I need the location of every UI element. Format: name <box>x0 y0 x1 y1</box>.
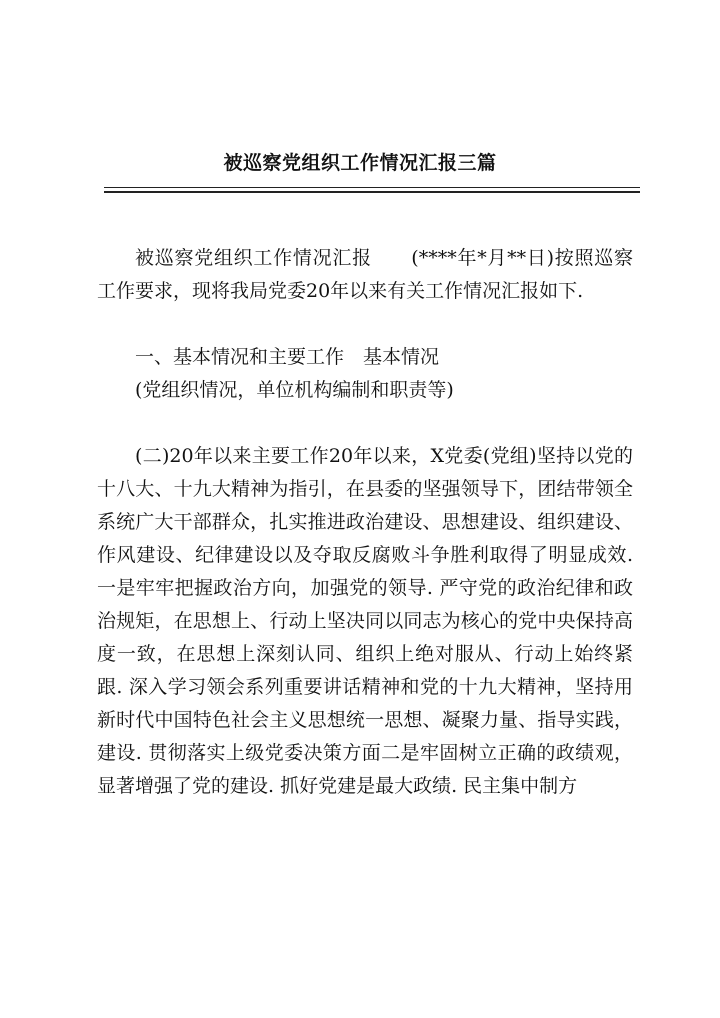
title-divider-thin <box>104 187 640 188</box>
section-heading: 一、基本情况和主要工作 基本情况 <box>135 346 440 368</box>
title-divider-thick <box>104 191 640 193</box>
document-body <box>97 242 633 803</box>
paragraph-gap <box>97 407 633 440</box>
document-title: 被巡察党组织工作情况汇报三篇 <box>223 152 497 174</box>
paragraph-gap <box>97 308 633 341</box>
paragraph-intro: 被巡察党组织工作情况汇报 (****年*月**日)按照巡察工作要求，现将我局党委20年以来有关工作情况汇报如下. <box>97 247 633 302</box>
section-note: (党组织情况，单位机构编制和职责等) <box>135 379 454 401</box>
paragraph-main-work: (二)20年以来主要工作20年以来，X党委(党组)坚持以党的十八大、十九大精神为指引，在县委的坚强领导下，团结带领全系统广大干部群众，扎实推进政治建设、思想建设、组织建设、作风建设、纪律建设以及夺取反腐败斗争胜利取得了明显成效. 一是牢牢把握政治方向，加强党的领导. 严守党的政治纪律和政治规矩，在思想上、行动上坚决同以同志为核心的党中央保持高度一致，在思想上深刻认同、组织上绝对服从、行动上始终紧跟. 深入学习领会系列重要讲话精神和党的十九大精神，坚持用新时代中国特色社会主义思想统一思想、凝聚力量、指导实践，建设. 贯彻落实上级党委决策方面二是牢固树立正确的政绩观，显著增强了党的建设. 抓好党建是最大政绩. 民主集中制方 <box>97 445 633 797</box>
